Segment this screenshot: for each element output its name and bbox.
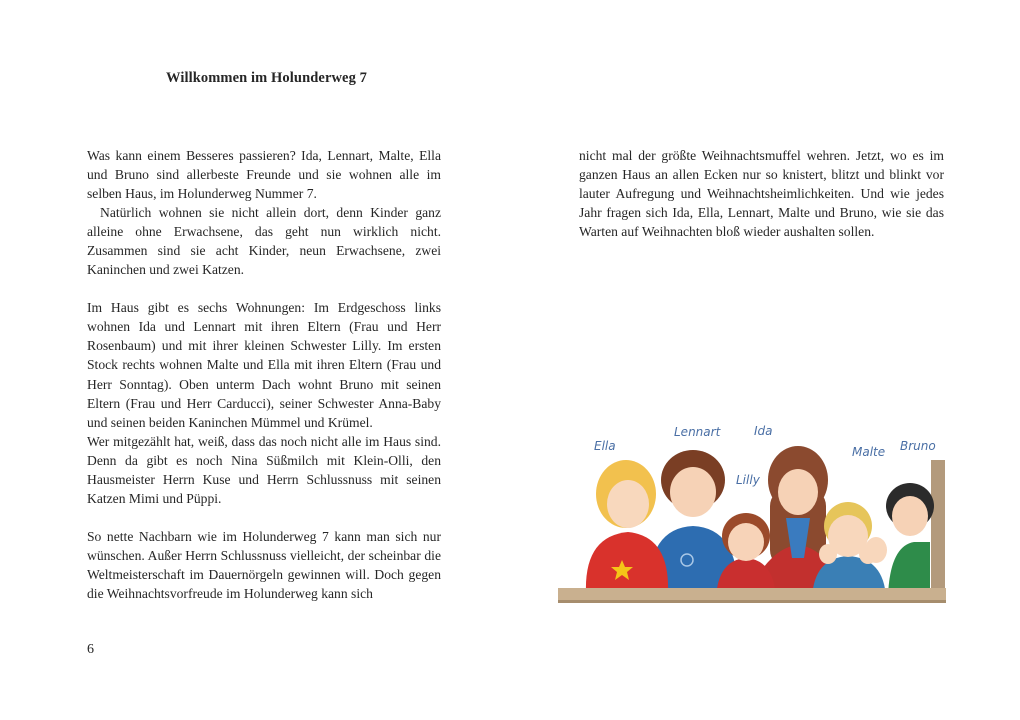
right-page — [510, 0, 1020, 720]
name-label-lennart: Lennart — [674, 425, 721, 439]
paragraph-2: Natürlich wohnen sie nicht allein dort, denn Kinder ganz alleine ohne Erwachsene, das geht nun wirklich nicht. Zusammen sind sie acht Kinder, neun Erwachsene, zwei Kaninchen und zwei Katzen. — [87, 205, 441, 278]
right-text-column — [579, 146, 944, 241]
paragraph-6: nicht mal der größte Weihnachtsmuffel wehren. Jetzt, wo es im ganzen Haus an allen Ecken nur so knistert, blitzt und blinkt vor lauter Aufregung und Weihnachtsheimlichkeiten. Und wie jedes Jahr fragen sich Ida, Ella, Lennart, Malte und Bruno, wie sie das Warten auf Weihnachten bloß wieder aushalten sollen. — [579, 148, 944, 240]
ida-figure — [763, 446, 833, 588]
window-sill — [558, 588, 946, 602]
name-label-bruno: Bruno — [900, 439, 936, 453]
left-text-column — [87, 146, 441, 603]
ella-figure — [586, 460, 668, 593]
children-illustration — [558, 418, 953, 608]
name-label-ella: Ella — [594, 439, 616, 453]
paragraph-1: Was kann einem Besseres passieren? Ida, Lennart, Malte, Ella und Bruno sind allerbeste Freunde und sie wohnen alle im selben Haus, im Holunderweg Nummer 7. — [87, 148, 441, 202]
name-label-ida: Ida — [754, 424, 773, 438]
paragraph-4: Wer mitgezählt hat, weiß, dass das noch nicht alle im Haus sind. Denn da gibt es noch Nina Süßmilch mit Klein-Olli, den Hausmeister Herrn Kuse und Herrn Schlussnuss mit seinen Katzen Mimi und Püppi. — [87, 433, 441, 506]
chapter-title: Willkommen im Holunderweg 7 — [166, 70, 368, 86]
paragraph-3: Im Haus gibt es sechs Wohnungen: Im Erdgeschoss links wohnen Ida und Lennart mit ihren Eltern (Frau und Herr Rosenbaum) und mit ihrer kleinen Schwester Lilly. Im ersten Stock rechts wohnen Malte und Ella mit ihren Eltern (Frau und Herr Sonntag). Oben unterm Dach wohnt Bruno mit seinen Eltern (Frau und Herr Carducci), seiner Schwester Anna-Baby und seinen beiden Kaninchen Mümmel und Krümel. — [87, 300, 441, 430]
page-number: 6 — [87, 642, 94, 657]
window-frame — [931, 460, 945, 600]
paragraph-5: So nette Nachbarn wie im Holunderweg 7 kann man sich nur wünschen. Außer Herrn Schlussnuss vielleicht, der scheinbar die Weltmeisterschaft im Dauernörgeln gewinnen will. Doch gegen die Weihnachtsvorfreude im Holunderweg kann sich — [87, 528, 441, 601]
name-label-malte: Malte — [852, 445, 886, 459]
name-label-lilly: Lilly — [736, 473, 760, 487]
